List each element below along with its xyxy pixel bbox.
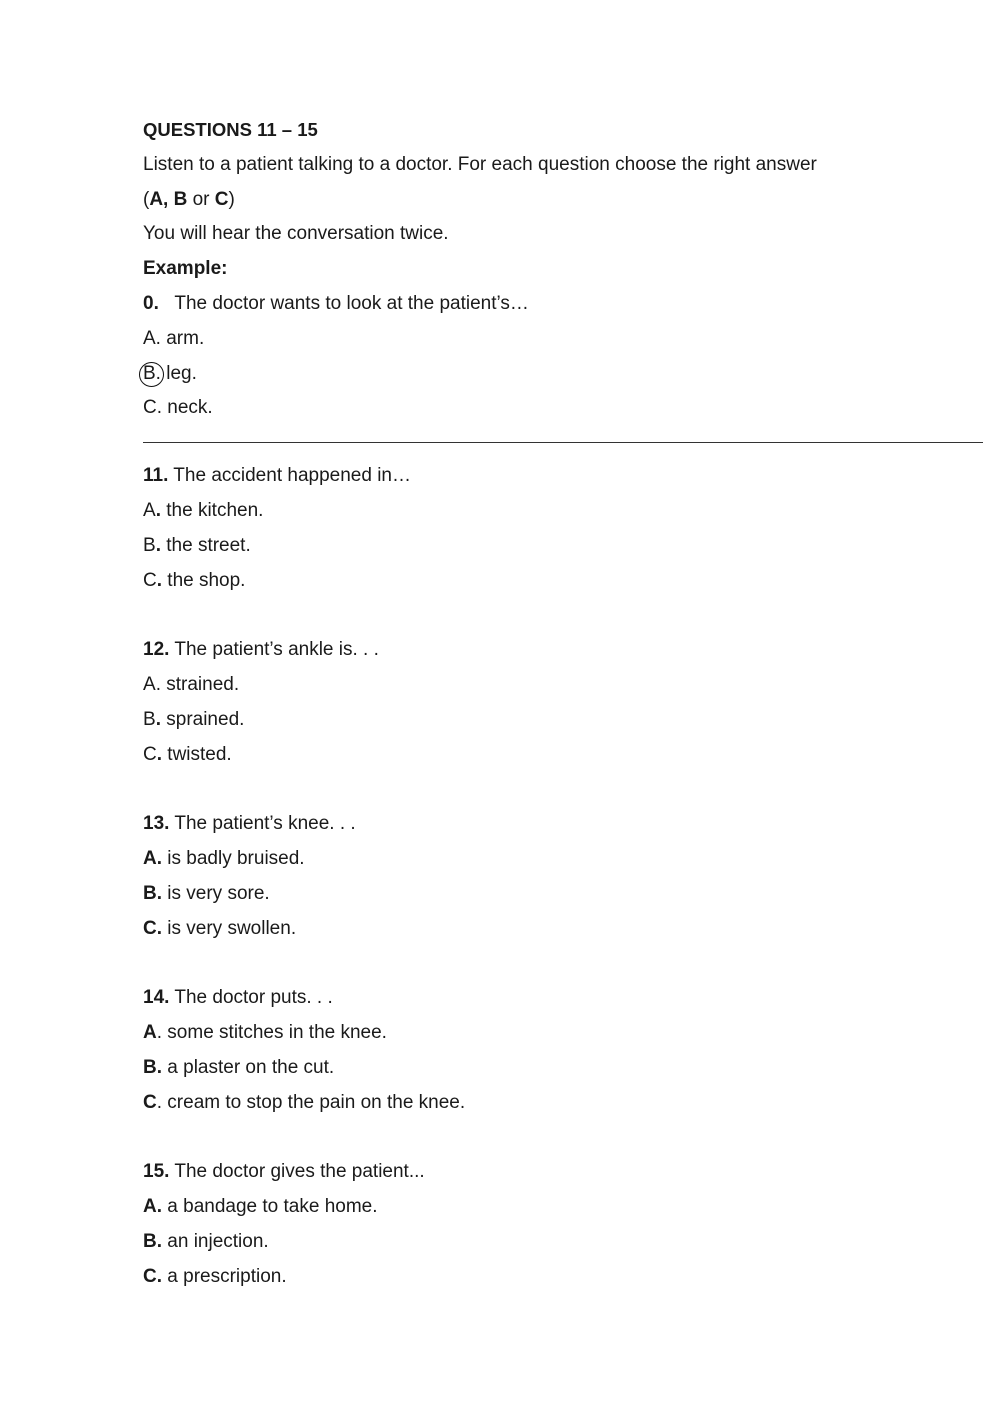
section-title: QUESTIONS 11 – 15 — [143, 119, 318, 140]
question-15 — [143, 1155, 983, 1294]
question-12 — [143, 633, 983, 772]
example-label: Example: — [143, 258, 228, 280]
option-c: C. a prescription. — [143, 1265, 287, 1287]
option-c: C. twisted. — [143, 743, 232, 765]
option-a: A. strained. — [143, 673, 240, 695]
option-b: B. the street. — [143, 534, 251, 556]
option-a: A. the kitchen. — [143, 499, 264, 521]
option-b: B. a plaster on the cut. — [143, 1056, 335, 1078]
instruction-line: Listen to a patient talking to a doctor. For each question choose the right answer — [143, 153, 817, 175]
question-stem: 15. The doctor gives the patient... — [143, 1161, 425, 1183]
question-14 — [143, 981, 983, 1120]
option-b: B. an injection. — [143, 1230, 269, 1252]
divider — [143, 442, 983, 443]
option-a: A. is badly bruised. — [143, 847, 305, 869]
question-number: 12. — [143, 639, 170, 661]
question-stem: 11. The accident happened in… — [143, 465, 411, 487]
question-stem: 14. The doctor puts. . . — [143, 987, 333, 1009]
question-stem: 13. The patient’s knee. . . — [143, 813, 356, 835]
question-number: 13. — [143, 813, 170, 835]
question-number: 0. — [143, 292, 159, 314]
question-13 — [143, 807, 983, 946]
question-number: 11. — [143, 465, 169, 487]
option-c: C. is very swollen. — [143, 917, 297, 939]
option-a: A. arm. — [143, 327, 205, 349]
option-a: A. a bandage to take home. — [143, 1195, 378, 1217]
option-c: C. cream to stop the pain on the knee. — [143, 1091, 466, 1113]
question-number: 14. — [143, 987, 170, 1009]
option-c: C. neck. — [143, 397, 213, 419]
answer-choices-line: (A, B or C) — [143, 188, 235, 210]
option-b: B. leg. — [143, 357, 983, 392]
worksheet — [143, 113, 983, 1294]
question-stem: 0. The doctor wants to look at the patient’s… — [143, 292, 529, 314]
repeat-notice: You will hear the conversation twice. — [143, 223, 449, 245]
question-number: 15. — [143, 1161, 170, 1183]
question-11 — [143, 459, 983, 598]
option-a: A. some stitches in the knee. — [143, 1021, 387, 1043]
selected-answer-circle: B. — [143, 357, 161, 392]
option-b: B. is very sore. — [143, 882, 270, 904]
option-c: C. the shop. — [143, 569, 246, 591]
option-b: B. sprained. — [143, 708, 245, 730]
example-question — [143, 287, 983, 426]
question-stem: 12. The patient’s ankle is. . . — [143, 639, 379, 661]
